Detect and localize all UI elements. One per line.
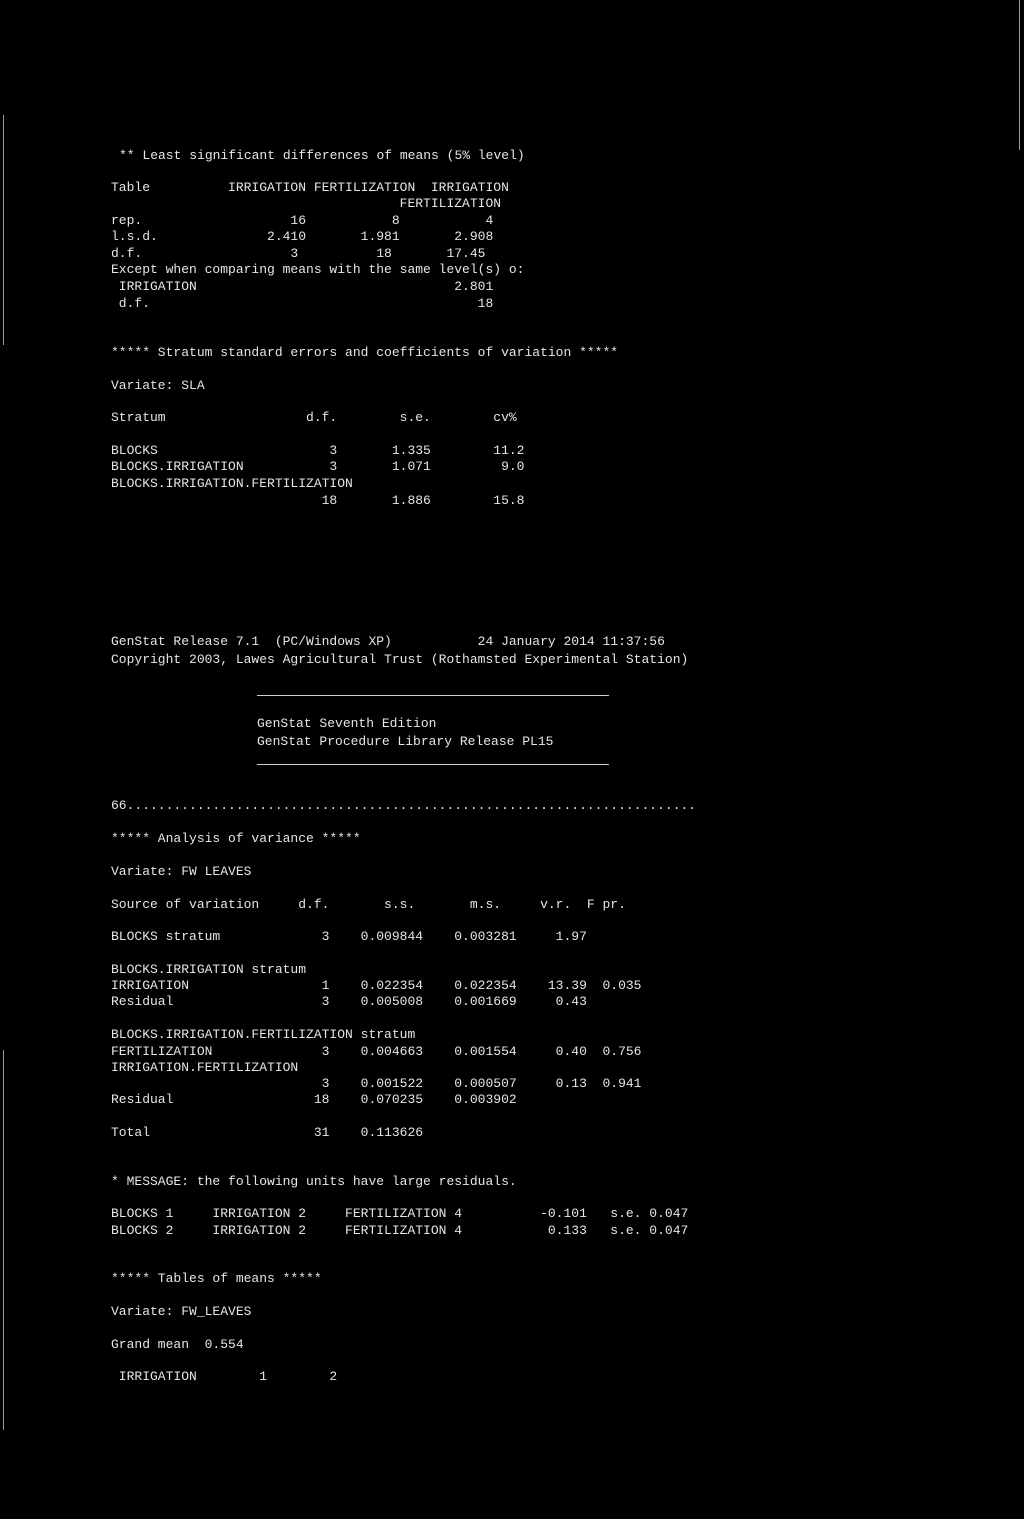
anova-variate: Variate: FW LEAVES xyxy=(111,864,252,879)
lsd-except: Except when comparing means with the same level(s) o: xyxy=(111,262,525,277)
stratum-title: ***** Stratum standard errors and coefficients of variation ***** xyxy=(111,345,619,360)
message-title: * MESSAGE: the following units have large residuals. xyxy=(111,1174,517,1189)
banner-top-rule xyxy=(257,695,609,696)
release-line: GenStat Release 7.1 (PC/Windows XP) 24 January 2014 11:37:56 xyxy=(111,634,665,649)
lsd-lsd-row: l.s.d. 2.410 1.981 2.908 xyxy=(111,229,494,244)
anova-row: Total 31 0.113626 xyxy=(111,1125,424,1140)
stratum-variate: Variate: SLA xyxy=(111,378,205,393)
stratum-row: BLOCKS 3 1.335 11.2 xyxy=(111,443,525,458)
lsd-irr-df-row: d.f. 18 xyxy=(111,296,494,311)
anova-header: Source of variation d.f. s.s. m.s. v.r. F pr. xyxy=(111,897,626,912)
edition-line: GenStat Seventh Edition xyxy=(257,716,437,731)
anova-row: IRRIGATION.FERTILIZATION xyxy=(111,1060,299,1075)
lsd-df-row: d.f. 3 18 17.45 xyxy=(111,246,486,261)
lsd-header-2: FERTILIZATION xyxy=(111,196,502,211)
lsd-header: Table IRRIGATION FERTILIZATION IRRIGATION xyxy=(111,180,509,195)
message-row: BLOCKS 1 IRRIGATION 2 FERTILIZATION 4 -0.101 s.e. 0.047 xyxy=(111,1206,689,1221)
anova-title: ***** Analysis of variance ***** xyxy=(111,831,361,846)
lsd-title: ** Least significant differences of means (5% level) xyxy=(119,148,525,163)
grand-mean: Grand mean 0.554 xyxy=(111,1337,244,1352)
anova-row: BLOCKS stratum 3 0.009844 0.003281 1.97 xyxy=(111,929,587,944)
lsd-irr-row: IRRIGATION 2.801 xyxy=(111,279,494,294)
right-margin-bar xyxy=(1019,0,1020,150)
means-title: ***** Tables of means ***** xyxy=(111,1271,322,1286)
banner-bottom-rule xyxy=(257,764,609,765)
stratum-row: BLOCKS.IRRIGATION.FERTILIZATION xyxy=(111,476,353,491)
left-margin-bar xyxy=(3,115,4,345)
stratum-row: BLOCKS.IRRIGATION 3 1.071 9.0 xyxy=(111,459,525,474)
means-irrigation-row: IRRIGATION 1 2 xyxy=(111,1369,338,1384)
command-line: 66......................................................................... xyxy=(111,798,697,813)
library-line: GenStat Procedure Library Release PL15 xyxy=(257,734,554,749)
message-row: BLOCKS 2 IRRIGATION 2 FERTILIZATION 4 0.133 s.e. 0.047 xyxy=(111,1223,689,1238)
anova-row: BLOCKS.IRRIGATION stratum xyxy=(111,962,307,977)
stratum-row: 18 1.886 15.8 xyxy=(111,493,525,508)
anova-row: FERTILIZATION 3 0.004663 0.001554 0.40 0.756 xyxy=(111,1044,642,1059)
copyright-line: Copyright 2003, Lawes Agricultural Trust (Rothamsted Experimental Station) xyxy=(111,652,689,667)
stratum-header: Stratum d.f. s.e. cv% xyxy=(111,410,517,425)
anova-row: 3 0.001522 0.000507 0.13 0.941 xyxy=(111,1076,642,1091)
anova-row: IRRIGATION 1 0.022354 0.022354 13.39 0.035 xyxy=(111,978,642,993)
anova-row: Residual 3 0.005008 0.001669 0.43 xyxy=(111,994,587,1009)
anova-row: BLOCKS.IRRIGATION.FERTILIZATION stratum xyxy=(111,1027,416,1042)
lsd-rep-row: rep. 16 8 4 xyxy=(111,213,494,228)
left-margin-bar xyxy=(3,1050,4,1430)
means-variate: Variate: FW_LEAVES xyxy=(111,1304,252,1319)
anova-row: Residual 18 0.070235 0.003902 xyxy=(111,1092,517,1107)
